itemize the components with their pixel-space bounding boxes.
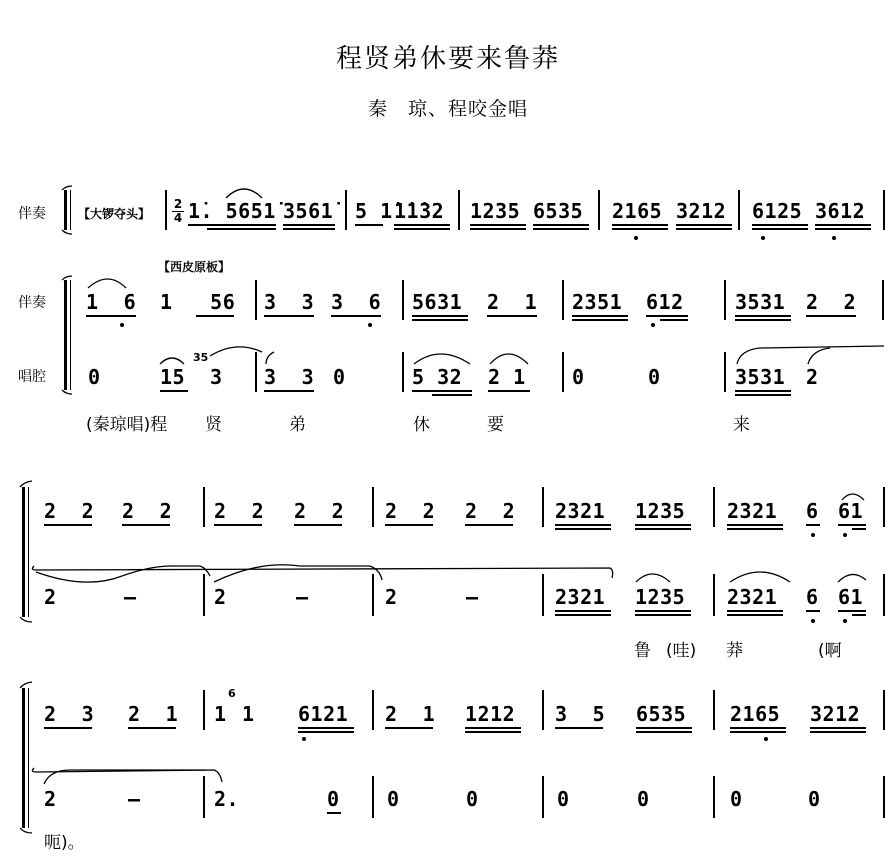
slur <box>737 346 884 364</box>
beam <box>752 228 808 230</box>
lyric: 鲁 <box>634 641 651 661</box>
beam <box>283 224 335 226</box>
lyric: (哇) <box>666 641 697 661</box>
accomp-note: 612 <box>646 290 684 314</box>
beam <box>635 528 691 530</box>
system-bracket <box>64 280 67 390</box>
vocal-note: 0 <box>637 787 650 811</box>
bar-line <box>542 487 544 527</box>
beam <box>412 390 472 392</box>
beam <box>44 524 92 526</box>
vocal-note: 0 <box>327 787 340 811</box>
bracket-curl <box>62 390 72 394</box>
vocal-note: 2 <box>44 585 57 609</box>
vocal-note: 2. <box>214 787 240 811</box>
bar-line <box>255 352 257 392</box>
accomp-note: 1235 <box>635 499 686 523</box>
lyric: (啊 <box>818 641 842 661</box>
beam <box>572 319 628 321</box>
bar-line <box>542 690 544 730</box>
bar-line <box>255 280 257 320</box>
bar-line <box>713 690 715 730</box>
bar-line <box>882 280 884 320</box>
measure-note: 1̇. 5651̇ <box>188 199 276 223</box>
beam <box>432 394 472 396</box>
accomp-note: 2 1 <box>128 702 179 726</box>
vocal-note: 15 <box>160 365 186 389</box>
bar-line <box>203 487 205 527</box>
bar-line <box>562 352 564 392</box>
accomp-note: 2 3 <box>44 702 95 726</box>
slur <box>838 574 866 582</box>
beam <box>838 524 866 526</box>
accomp-note: 1 6 <box>86 290 137 314</box>
beam <box>122 524 170 526</box>
measure-note: 1235 <box>470 199 521 223</box>
octave-dot <box>651 323 655 327</box>
lyric: 来 <box>733 415 750 435</box>
slur <box>636 574 670 582</box>
slur <box>214 565 382 582</box>
vocal-note: 0 <box>387 787 400 811</box>
beam <box>727 528 783 530</box>
bar-line <box>542 776 544 818</box>
lyric: 莽 <box>726 641 743 661</box>
beam <box>465 727 521 729</box>
beam <box>264 390 314 392</box>
accomp-note: 2 2 <box>465 499 516 523</box>
tie <box>32 768 222 782</box>
vocal-note: 6 <box>806 585 819 609</box>
beam <box>636 727 692 729</box>
accomp-note: 2 1 <box>385 702 436 726</box>
octave-dot <box>761 236 765 240</box>
beam <box>298 731 354 733</box>
accomp-note: 2 2 <box>806 290 857 314</box>
vocal-note: – <box>128 787 141 811</box>
octave-dot <box>120 323 124 327</box>
xipi-tag: 【西皮原板】 <box>158 260 231 274</box>
time-signature <box>172 199 184 224</box>
beam <box>412 315 468 317</box>
slur <box>808 348 830 364</box>
lyric: 要 <box>487 415 504 435</box>
slur <box>266 352 274 364</box>
page-subtitle: 秦 琼、程咬金唱 <box>367 98 528 120</box>
beam <box>852 528 866 530</box>
slur <box>160 358 184 364</box>
tie <box>32 566 612 578</box>
accomp-note: 2 2 <box>44 499 95 523</box>
measure-note: 3561̇ <box>283 199 334 223</box>
beam <box>283 228 335 230</box>
beam <box>838 610 866 612</box>
beam <box>331 315 381 317</box>
vocal-note: 0 <box>333 365 346 389</box>
slur <box>36 572 122 582</box>
vocal-note: 2 <box>806 365 819 389</box>
octave-dot <box>832 236 836 240</box>
bar-line <box>402 352 404 392</box>
beam <box>385 727 433 729</box>
accomp-note: 6535 <box>636 702 687 726</box>
accomp-note: 6121 <box>298 702 349 726</box>
vocal-note: 0 <box>572 365 585 389</box>
lyric: 弟 <box>289 415 306 435</box>
beam <box>806 610 820 612</box>
system-bracket <box>28 487 29 617</box>
vocal-label: 唱腔 <box>18 369 46 385</box>
beam <box>572 315 628 317</box>
bar-line <box>883 190 885 230</box>
beam <box>646 315 688 317</box>
octave-dot <box>764 737 768 741</box>
beam <box>676 228 732 230</box>
beam <box>735 319 791 321</box>
beam <box>128 727 176 729</box>
bar-line <box>458 190 460 230</box>
bar-line <box>372 487 374 527</box>
system-bracket <box>70 280 71 390</box>
vocal-note: 3 <box>210 365 223 389</box>
octave-dot <box>634 236 638 240</box>
accomp-note: 1 56 <box>160 290 236 314</box>
octave-dot <box>368 323 372 327</box>
beam <box>730 731 786 733</box>
system-bracket <box>22 688 25 828</box>
bar-line <box>542 574 544 616</box>
beam <box>533 224 589 226</box>
vocal-note: 2 <box>44 787 57 811</box>
bar-line <box>165 190 167 230</box>
beam <box>810 727 866 729</box>
slur <box>730 572 790 582</box>
system-bracket <box>70 190 71 230</box>
beam <box>555 610 611 612</box>
beam <box>355 224 383 226</box>
beam <box>810 731 866 733</box>
beam <box>264 315 314 317</box>
beam <box>727 610 783 612</box>
accomp-note: 2321 <box>555 499 606 523</box>
beam <box>488 390 530 392</box>
beam <box>735 394 791 396</box>
beam <box>635 610 691 612</box>
measure-note: 2165 <box>612 199 663 223</box>
octave-dot <box>811 533 815 537</box>
measure-note: 3612 <box>815 199 866 223</box>
vocal-note: 2 1 <box>488 365 526 389</box>
accomp-note: 5631 <box>412 290 463 314</box>
vocal-note: 2321 <box>555 585 606 609</box>
bar-line <box>203 690 205 730</box>
octave-dot <box>843 619 847 623</box>
beam <box>555 614 611 616</box>
bracket-curl <box>20 617 32 622</box>
beam <box>735 390 791 392</box>
beam <box>470 228 526 230</box>
vocal-note: 0 <box>557 787 570 811</box>
bar-line <box>562 280 564 320</box>
bar-line <box>372 776 374 818</box>
bar-line <box>372 574 374 616</box>
accomp-note: 2165 <box>730 702 781 726</box>
measure-note: 3212 <box>676 199 727 223</box>
bar-line <box>724 280 726 320</box>
beam <box>465 524 513 526</box>
grace-note: 35 <box>193 351 209 364</box>
beam <box>394 224 450 226</box>
beam <box>196 315 234 317</box>
beam <box>188 224 276 226</box>
beam <box>555 528 611 530</box>
octave-dot <box>843 533 847 537</box>
bar-line <box>713 487 715 527</box>
system-bracket <box>22 487 25 617</box>
vocal-note: – <box>124 585 137 609</box>
accomp-note: 2351 <box>572 290 623 314</box>
system-bracket <box>64 190 67 230</box>
bar-line <box>883 574 885 616</box>
beam <box>730 727 786 729</box>
bar-line <box>713 574 715 616</box>
vocal-note: 5 32 <box>412 365 463 389</box>
measure-note: 1̇1̇32 <box>394 199 445 223</box>
beam <box>735 315 791 317</box>
octave-dot <box>302 737 306 741</box>
beam <box>470 224 526 226</box>
beam <box>752 224 808 226</box>
lyric: (秦琼唱)程 <box>86 415 168 435</box>
bracket-curl <box>20 828 32 833</box>
bracket-curl <box>62 230 72 234</box>
vocal-note: 3 3 <box>264 365 315 389</box>
time-sig-bottom: 4 <box>173 211 183 225</box>
beam <box>385 524 433 526</box>
beam <box>815 228 871 230</box>
beam <box>636 731 692 733</box>
slur <box>44 770 206 784</box>
vocal-note: 2321 <box>727 585 778 609</box>
vocal-note: 2 <box>385 585 398 609</box>
accomp-note: 1 <box>214 702 227 726</box>
beam <box>412 319 468 321</box>
time-sig-top: 2 <box>173 197 183 211</box>
accomp-note: 61 <box>838 499 864 523</box>
vocal-note: – <box>466 585 479 609</box>
beam <box>815 224 871 226</box>
slur <box>122 566 210 576</box>
measure-note: 6535 <box>533 199 584 223</box>
beam <box>294 524 342 526</box>
bar-line <box>345 190 347 230</box>
accomp-note: 3 5 <box>555 702 606 726</box>
beam <box>555 727 603 729</box>
vocal-note: 3531 <box>735 365 786 389</box>
accomp-note: 2 2 <box>385 499 436 523</box>
bar-line <box>203 574 205 616</box>
beam <box>806 524 820 526</box>
accomp-note: 1 <box>242 702 255 726</box>
beam <box>465 731 521 733</box>
beam <box>487 315 537 317</box>
beam <box>806 315 856 317</box>
accomp-note: 3531 <box>735 290 786 314</box>
accomp-note: 2 2 <box>214 499 265 523</box>
lyric: 休 <box>413 415 430 435</box>
bar-line <box>738 190 740 230</box>
beam <box>214 524 262 526</box>
vocal-note: 1235 <box>635 585 686 609</box>
lyric: 贤 <box>205 415 222 435</box>
measure-note: 5 1̇ <box>355 199 393 223</box>
accomp-note: 2 1 <box>487 290 538 314</box>
accomp-note: 3 3 <box>264 290 315 314</box>
vocal-note: 0 <box>88 365 101 389</box>
system-bracket <box>28 688 29 828</box>
accomp-note: 6 <box>806 499 819 523</box>
beam <box>160 390 188 392</box>
bar-line <box>402 280 404 320</box>
lyric: 呃)。 <box>44 833 85 853</box>
beam <box>727 614 783 616</box>
bar-line <box>883 690 885 730</box>
beam <box>727 524 783 526</box>
beam <box>327 812 341 814</box>
vocal-note: – <box>296 585 309 609</box>
accomp-note: 1212 <box>465 702 516 726</box>
beam <box>660 319 688 321</box>
accomp-note: 3 6 <box>331 290 382 314</box>
vocal-note: 0 <box>648 365 661 389</box>
bar-line <box>372 690 374 730</box>
accomp-note: 2 2 <box>122 499 173 523</box>
beam <box>555 524 611 526</box>
beam <box>612 224 668 226</box>
measure-note: 6125 <box>752 199 803 223</box>
vocal-note: 0 <box>466 787 479 811</box>
vocal-note: 2 <box>214 585 227 609</box>
gong-tag: 【大锣夺头】 <box>78 207 151 221</box>
page-title: 程贤弟休要来鲁莽 <box>335 44 560 74</box>
beam <box>676 224 732 226</box>
accomp-note: 2 2 <box>294 499 345 523</box>
bar-line <box>724 352 726 392</box>
vocal-note: 61 <box>838 585 864 609</box>
bar-line <box>203 776 205 818</box>
bar-line <box>883 776 885 818</box>
beam <box>44 727 92 729</box>
beam <box>298 727 354 729</box>
slur <box>88 279 126 288</box>
beam <box>394 228 450 230</box>
grace-note: 6 <box>228 687 236 700</box>
accomp-label: 伴奏 <box>18 206 46 222</box>
beam <box>612 228 668 230</box>
beam <box>86 315 136 317</box>
slur <box>414 354 470 364</box>
slur <box>490 354 528 364</box>
slur <box>226 189 262 198</box>
bar-line <box>713 776 715 818</box>
beam <box>852 614 866 616</box>
accomp-note: 3212 <box>810 702 861 726</box>
vocal-note: 0 <box>730 787 743 811</box>
bar-line <box>883 487 885 527</box>
bar-line <box>598 190 600 230</box>
vocal-note: 0 <box>808 787 821 811</box>
beam <box>207 228 276 230</box>
accomp-label: 伴奏 <box>18 295 46 311</box>
beam <box>533 228 589 230</box>
octave-dot <box>811 619 815 623</box>
beam <box>635 524 691 526</box>
beam <box>635 614 691 616</box>
accomp-note: 2321 <box>727 499 778 523</box>
